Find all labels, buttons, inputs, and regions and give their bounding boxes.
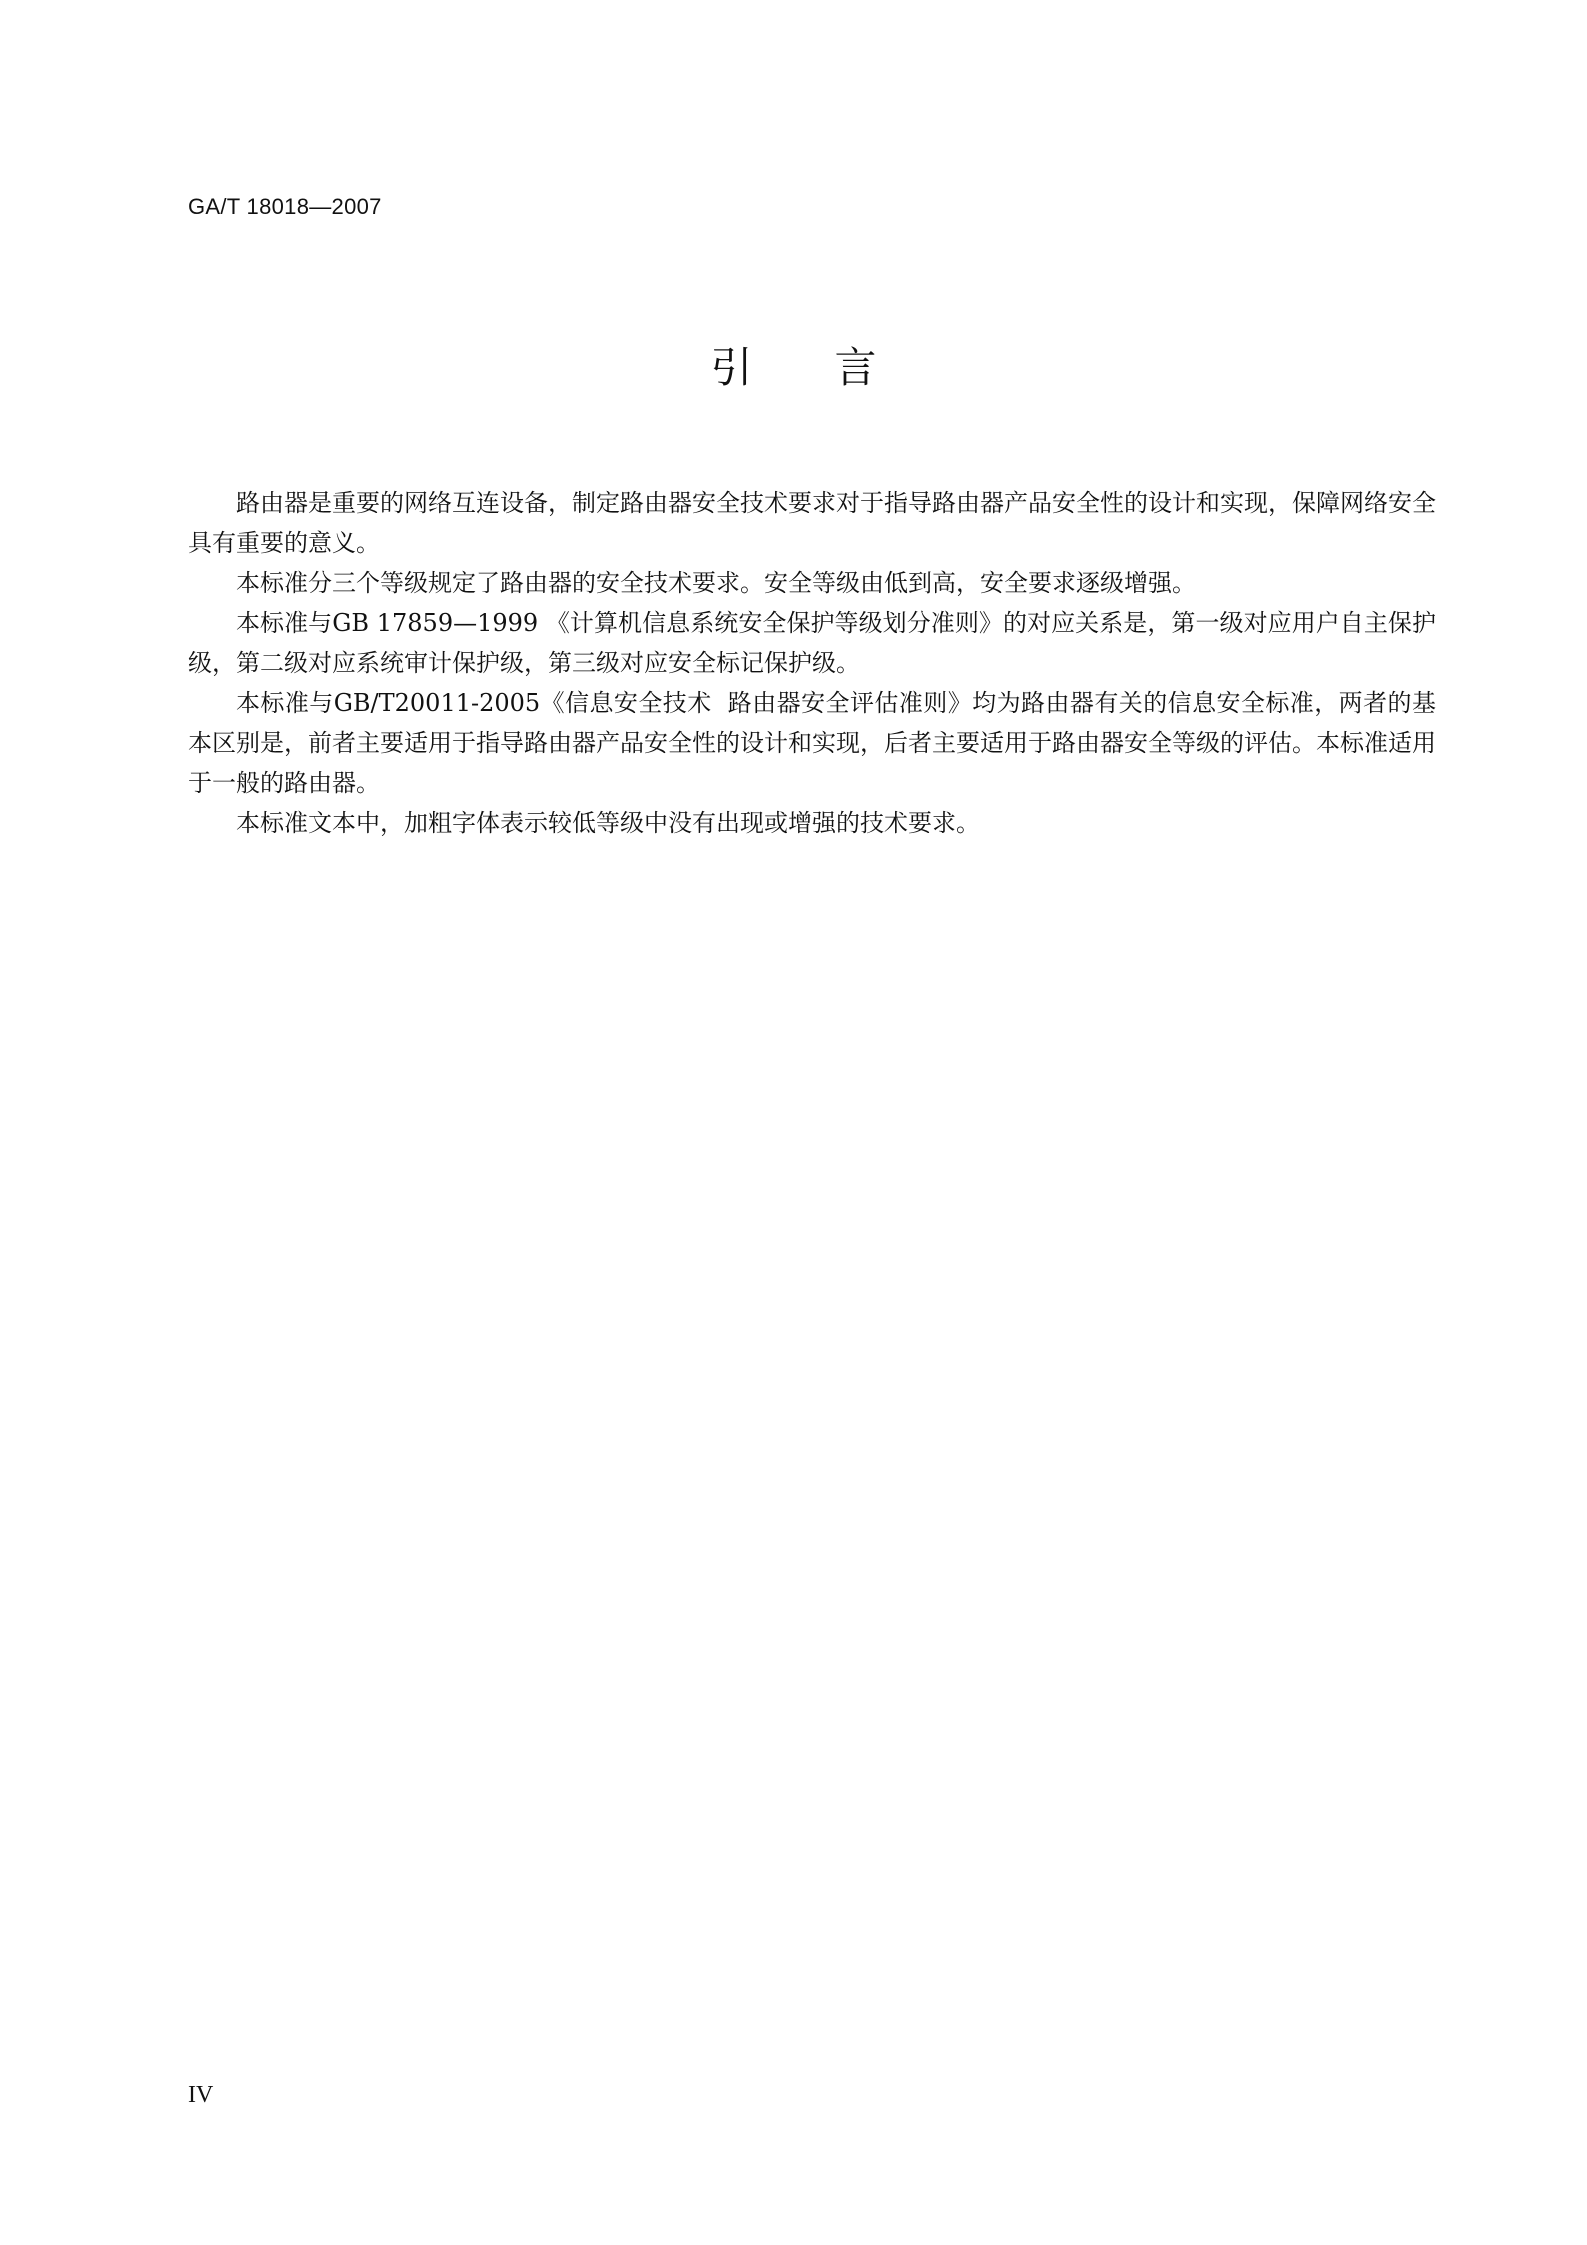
introduction-body — [188, 483, 1436, 843]
paragraph-2: 本标准分三个等级规定了路由器的安全技术要求。安全等级由低到高，安全要求逐级增强。 — [236, 569, 1196, 597]
paragraph-3: 本标准与GB 17859—1999 《计算机信息系统安全保护等级划分准则》的对应关系是，第一级对应用户自主保护级，第二级对应系统审计保护级，第三级对应安全标记保护级。 — [188, 609, 1436, 677]
paragraph-4: 本标准与GB/T20011-2005《信息安全技术 路由器安全评估准则》均为路由器有关的信息安全标准，两者的基本区别是，前者主要适用于指导路由器产品安全性的设计和实现，后者主要适用于路由器安全等级的评估。本标准适用于一般的路由器。 — [188, 689, 1436, 797]
paragraph-5: 本标准文本中，加粗字体表示较低等级中没有出现或增强的技术要求。 — [236, 809, 980, 837]
page-number: IV — [188, 2082, 214, 2108]
title-char-2: 言 — [834, 343, 877, 392]
page-title — [0, 338, 1587, 398]
paragraph-1: 路由器是重要的网络互连设备，制定路由器安全技术要求对于指导路由器产品安全性的设计和实现，保障网络安全具有重要的意义。 — [188, 489, 1436, 557]
standard-code-header: GA/T 18018—2007 — [188, 194, 382, 219]
title-char-1: 引 — [710, 343, 753, 392]
